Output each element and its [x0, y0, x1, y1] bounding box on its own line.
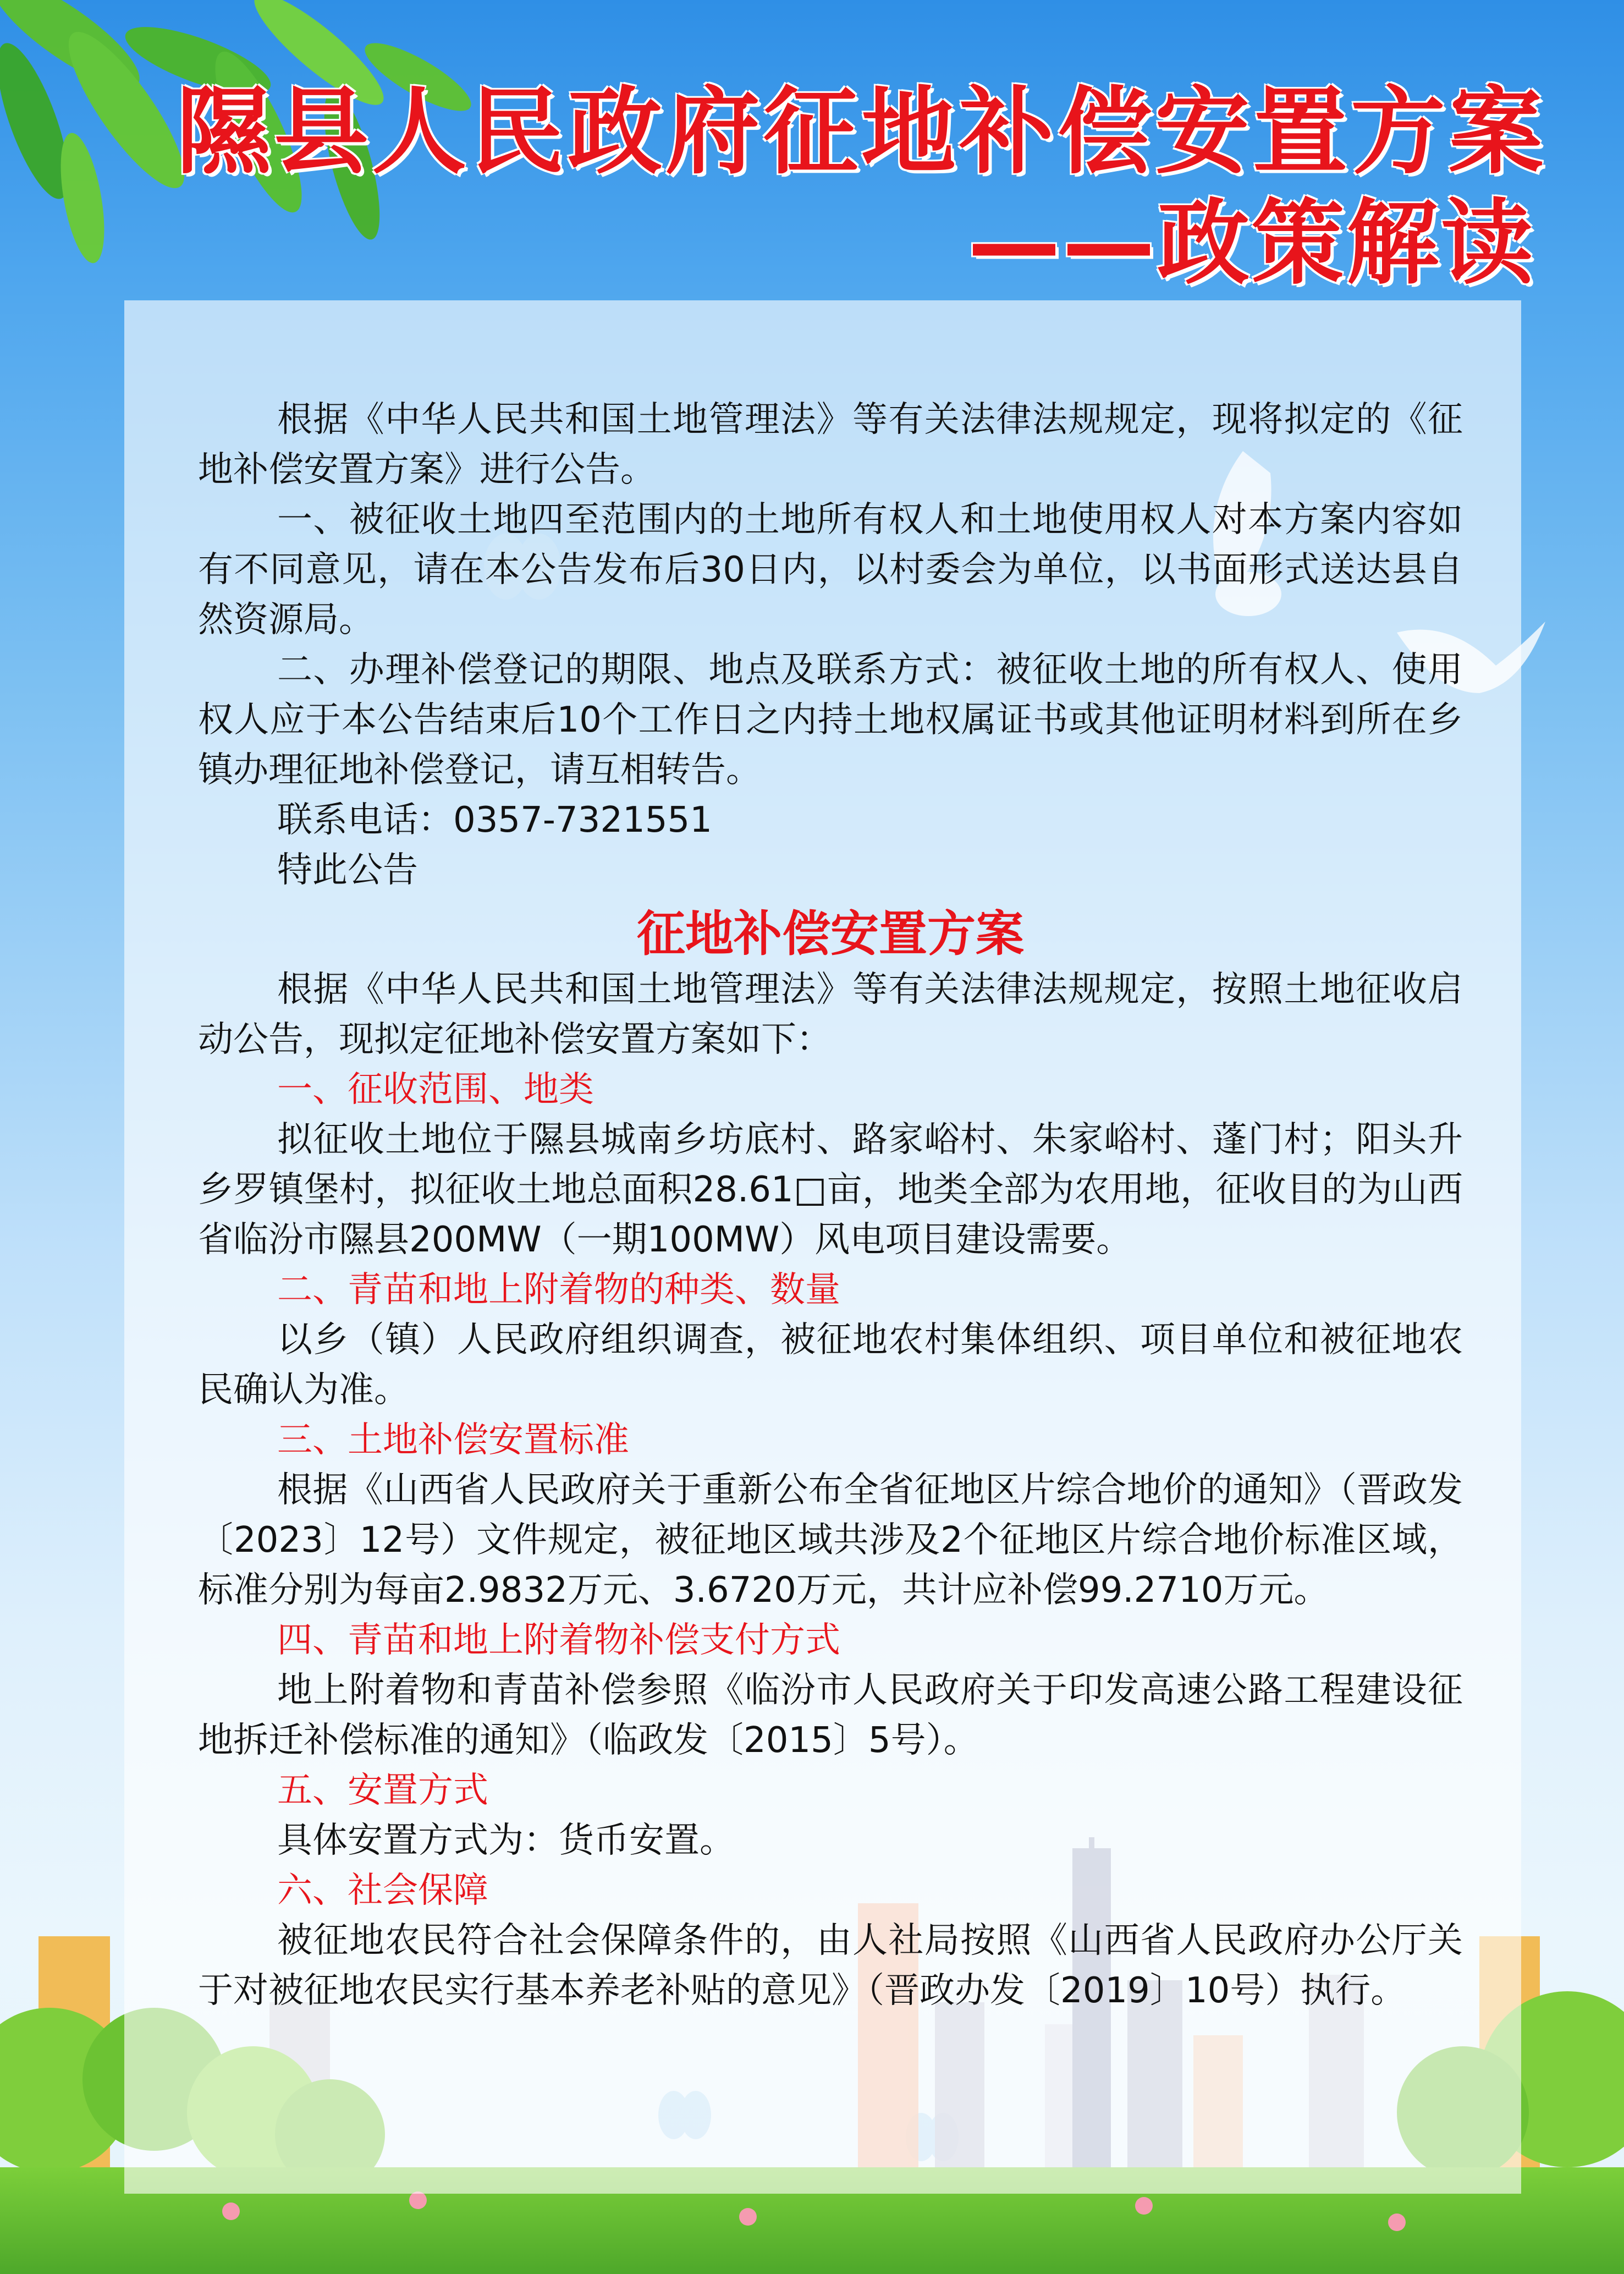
section-heading: 五、安置方式 [277, 1770, 488, 1811]
section-body: 被征地农民符合社会保障条件的，由人社局按照《山西省人民政府办公厅关于对被征地农民实行基本养老补贴的意见》（晋政办发〔2019〕10号）执行。 [198, 1920, 1463, 2011]
section-body: 拟征收土地位于隰县城南乡坊底村、路家峪村、朱家峪村、蓬门村；阳头升乡罗镇堡村，拟征收土地总面积28.61□亩，地类全部为农用地，征收目的为山西省临汾市隰县200MW（一期100MW）风电项目建设需要。 [198, 1119, 1463, 1260]
plan-title: 征地补偿安置方案 [636, 905, 1024, 962]
section-body: 根据《山西省人民政府关于重新公布全省征地区片综合地价的通知》（晋政发〔2023〕12号）文件规定，被征地区域共涉及2个征地区片综合地价标准区域，标准分别为每亩2.9832万元、3.6720万元，共计应补偿99.2710万元。 [198, 1470, 1463, 1611]
page-title: 隰县人民政府征地补偿安置方案 [176, 76, 1546, 187]
document-body [198, 395, 1463, 2016]
page-subtitle: ——政策解读 [968, 189, 1535, 297]
notice-paragraph-1: 根据《中华人民共和国土地管理法》等有关法律法规规定，现将拟定的《征地补偿安置方案》进行公告。 [198, 399, 1463, 490]
notice-closing: 特此公告 [277, 850, 418, 891]
section-heading: 二、青苗和地上附着物的种类、数量 [277, 1270, 840, 1310]
section-body: 以乡（镇）人民政府组织调查，被征地农村集体组织、项目单位和被征地农民确认为准。 [198, 1320, 1463, 1410]
section-heading: 三、土地补偿安置标准 [277, 1420, 629, 1460]
section-heading: 六、社会保障 [277, 1870, 488, 1911]
plan-intro: 根据《中华人民共和国土地管理法》等有关法律法规规定，按照土地征收启动公告，现拟定征地补偿安置方案如下： [198, 969, 1463, 1060]
notice-paragraph-2: 一、被征收土地四至范围内的土地所有权人和土地使用权人对本方案内容如有不同意见，请在本公告发布后30日内，以村委会为单位，以书面形式送达县自然资源局。 [198, 499, 1463, 640]
section-heading: 四、青苗和地上附着物补偿支付方式 [277, 1620, 840, 1661]
section-body: 具体安置方式为：货币安置。 [277, 1820, 735, 1861]
contact-phone: 联系电话：0357-7321551 [277, 800, 712, 841]
notice-paragraph-3: 二、办理补偿登记的期限、地点及联系方式：被征收土地的所有权人、使用权人应于本公告结束后10个工作日之内持土地权属证书或其他证明材料到所在乡镇办理征地补偿登记，请互相转告。 [198, 650, 1463, 790]
section-heading: 一、征收范围、地类 [277, 1069, 594, 1110]
section-body: 地上附着物和青苗补偿参照《临汾市人民政府关于印发高速公路工程建设征地拆迁补偿标准的通知》（临政发〔2015〕5号）。 [198, 1670, 1463, 1761]
